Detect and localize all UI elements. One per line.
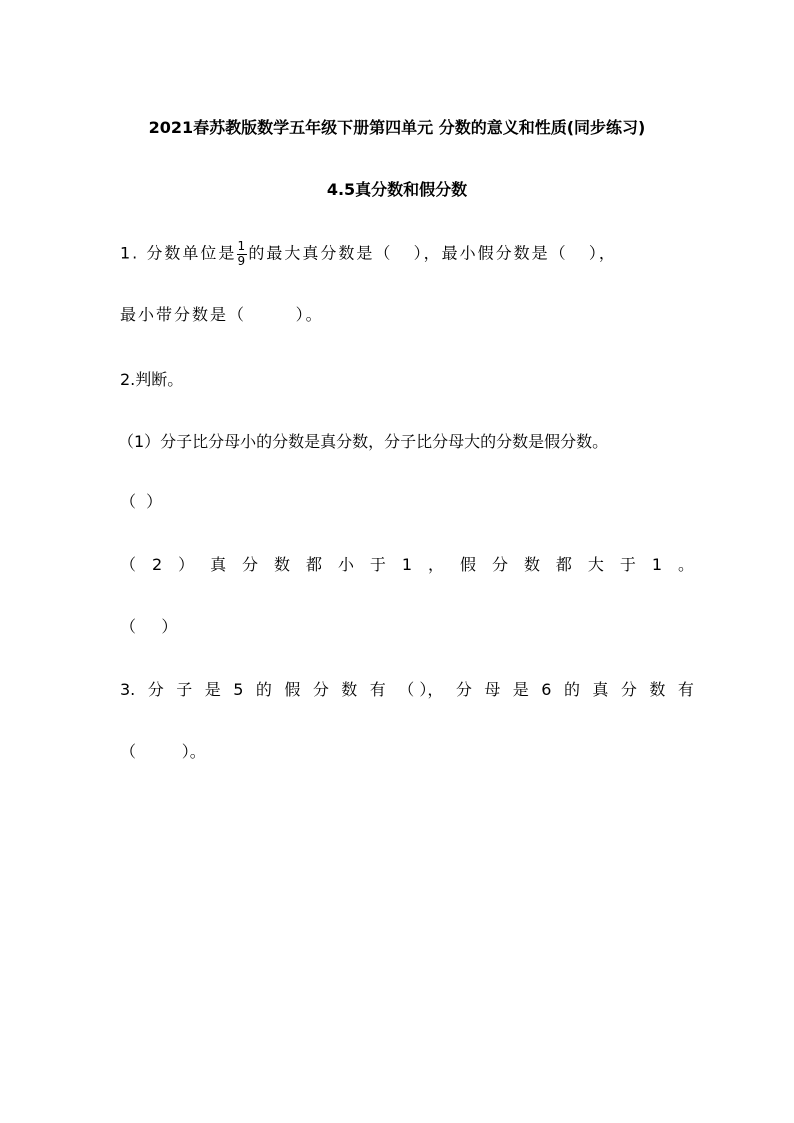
q2-item2-token: （ [120, 555, 137, 574]
q2-item2-token: 于 [369, 555, 386, 574]
q2-item2-token: 小 [337, 555, 354, 574]
document-subtitle: 4.5真分数和假分数 [326, 180, 468, 199]
q3-token: 子 [176, 680, 193, 699]
question-1-line-1 [120, 240, 617, 268]
q3-token: 的 [563, 680, 580, 699]
question-2-item-2-answer-blank: （ ） [120, 617, 178, 636]
q3-token: 6 [541, 680, 552, 699]
q2-item2-token: 数 [523, 555, 540, 574]
question-2-item-2 [120, 555, 694, 575]
q3-token: 的 [255, 680, 272, 699]
q3-token: 是 [512, 680, 529, 699]
question-2-heading: 2.判断。 [120, 370, 184, 389]
q3-token: 分 [455, 680, 472, 699]
q3-answer-blank-1: （ ）， [398, 680, 444, 699]
q2-item2-token: ） [178, 555, 195, 574]
q3-token: 3. [120, 680, 136, 699]
fraction-denominator: 9 [237, 254, 248, 268]
q3-token: 有 [677, 680, 694, 699]
q3-token: 分 [147, 680, 164, 699]
q2-item2-token: 都 [305, 555, 322, 574]
q2-item2-token: 假 [460, 555, 477, 574]
question-2-item-1-answer-blank: （ ） [120, 492, 163, 511]
q3-token: 母 [484, 680, 501, 699]
question-1-text-b: 的最大真分数是（ ），最小假分数是（ ）， [248, 243, 617, 263]
q2-item2-token: 分 [491, 555, 508, 574]
q3-token: 数 [649, 680, 666, 699]
q3-token: 是 [204, 680, 221, 699]
q3-token: 有 [369, 680, 386, 699]
q3-token: 数 [341, 680, 358, 699]
q2-item2-token: 大 [587, 555, 604, 574]
q2-item2-token: 。 [677, 555, 694, 574]
question-1-text-a: 1. 分数单位是 [120, 243, 237, 263]
q2-item2-token: 1 [401, 555, 413, 574]
question-2-item-1: （1）分子比分母小的分数是真分数，分子比分母大的分数是假分数。 [118, 432, 609, 451]
document-title: 2021春苏教版数学五年级下册第四单元 分数的意义和性质(同步练习) [148, 118, 646, 137]
question-1-line-2: 最小带分数是（ ）。 [120, 305, 324, 324]
q3-token: 5 [233, 680, 244, 699]
q2-item2-token: 于 [619, 555, 636, 574]
q2-item2-token: 真 [210, 555, 227, 574]
question-3-line-2: （ ）。 [120, 742, 206, 761]
q3-token: 分 [620, 680, 637, 699]
question-3-line-1 [120, 680, 694, 700]
q2-item2-token: 数 [274, 555, 291, 574]
q3-token: 真 [592, 680, 609, 699]
q3-token: 假 [284, 680, 301, 699]
q2-item2-token: 1 [651, 555, 662, 574]
q2-item2-token: 分 [242, 555, 259, 574]
q2-item2-token: ， [428, 555, 445, 574]
fraction-numerator: 1 [237, 239, 248, 253]
q2-item2-token: 2 [151, 555, 163, 574]
q3-token: 分 [312, 680, 329, 699]
q2-item2-token: 都 [555, 555, 572, 574]
fraction-one-ninth [237, 240, 247, 268]
